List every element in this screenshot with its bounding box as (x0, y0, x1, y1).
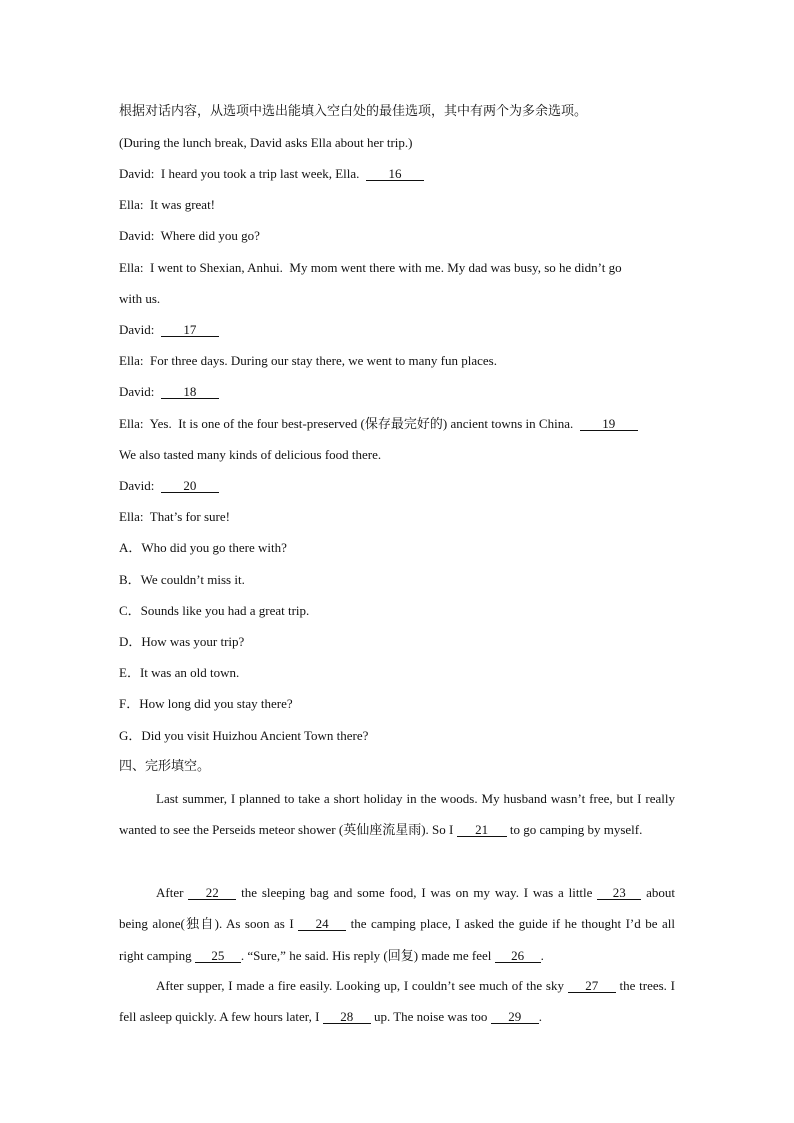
cloze-paragraph: After supper, I made a fire easily. Looking up, I couldn’t see much of the sky 27 the trees. I fell asleep quickly. A few hours later, I 28 up. The noise was too 29 . (119, 978, 675, 1024)
answer-blank: 19 (580, 417, 638, 431)
option-g: G．Did you visit Huizhou Ancient Town there? (119, 728, 369, 743)
answer-blank: 22 (188, 886, 236, 900)
cloze-paragraph: Last summer, I planned to take a short holiday in the woods. My husband wasn’t free, but I really wanted to see the Perseids meteor shower (英仙座流星雨). So I 21 to go camping by myself. (119, 791, 675, 838)
answer-blank: 20 (161, 479, 219, 493)
answer-blank: 25 (195, 949, 241, 963)
answer-blank: 16 (366, 167, 424, 181)
answer-blank: 23 (597, 886, 641, 900)
answer-blank: 29 (491, 1010, 539, 1024)
dialogue-line: Ella: That’s for sure! (119, 509, 230, 524)
dialogue-line: David: Where did you go? (119, 228, 260, 243)
option-e: E．It was an old town. (119, 665, 240, 680)
answer-blank: 21 (457, 823, 507, 837)
answer-blank: 24 (298, 917, 346, 931)
option-c: C．Sounds like you had a great trip. (119, 603, 310, 618)
option-b: B．We couldn’t miss it. (119, 572, 245, 587)
dialogue-line: David: I heard you took a trip last week, Ella. 16 (119, 166, 424, 182)
answer-blank: 27 (568, 979, 616, 993)
section-title: 四、完形填空。 (119, 759, 211, 774)
dialogue-line: Ella: It was great! (119, 197, 216, 212)
answer-blank: 26 (495, 949, 541, 963)
option-f: F．How long did you stay there? (119, 696, 293, 711)
dialogue-line: Ella: I went to Shexian, Anhui. My mom went there with me. My dad was busy, so he didn’t go (119, 260, 622, 275)
dialogue-line: David: 17 (119, 322, 219, 338)
answer-blank: 18 (161, 385, 219, 399)
scene-text: (During the lunch break, David asks Ella about her trip.) (119, 135, 413, 150)
dialogue-line: with us. (119, 291, 161, 306)
dialogue-line: Ella: For three days. During our stay there, we went to many fun places. (119, 353, 497, 368)
dialogue-line: Ella: Yes. It is one of the four best-preserved (保存最完好的) ancient towns in China. 19 (119, 416, 638, 433)
instruction-text: 根据对话内容，从选项中选出能填入空白处的最佳选项，其中有两个为多余选项。 (119, 104, 588, 119)
dialogue-line: We also tasted many kinds of delicious food there. (119, 447, 382, 462)
answer-blank: 17 (161, 323, 219, 337)
answer-blank: 28 (323, 1010, 371, 1024)
dialogue-line: David: 18 (119, 384, 219, 400)
cloze-paragraph: After 22 the sleeping bag and some food, I was on my way. I was a little 23 about being alone(独自). As soon as I 24 the camping place, I asked the guide if he thought I’d be all right camping 25 . “Sure,” he said. His reply (回复) made me feel 26 . (119, 885, 675, 964)
option-a: A．Who did you go there with? (119, 540, 287, 555)
dialogue-line: David: 20 (119, 478, 219, 494)
option-d: D．How was your trip? (119, 634, 245, 649)
